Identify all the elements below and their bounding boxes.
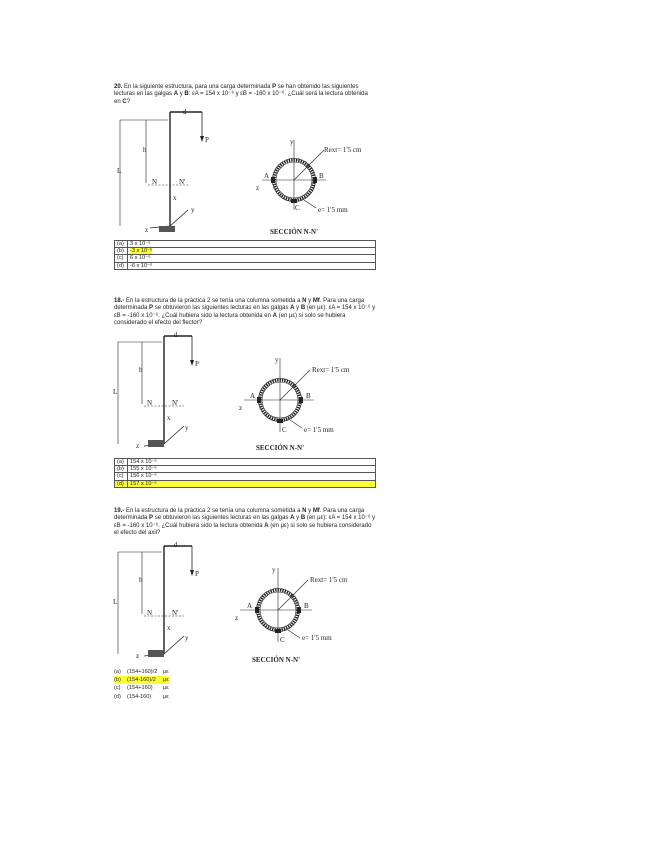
option-text xyxy=(128,248,376,255)
option-text: 6 x 10⁻⁶ xyxy=(128,255,376,262)
option-key: (d) xyxy=(115,480,128,487)
option-key: (a) xyxy=(115,241,128,248)
axis-x-label: x xyxy=(167,624,171,632)
axis-y-label: y xyxy=(185,424,189,432)
cross-section-figure xyxy=(252,128,362,238)
question-text: y xyxy=(294,305,301,312)
section-y-label: y xyxy=(275,356,279,364)
question-18-text xyxy=(114,298,376,328)
gauge-a-marker: A xyxy=(247,602,253,610)
option-row[interactable] xyxy=(115,459,376,466)
dim-d-label: d xyxy=(174,542,178,549)
section-title: SECCIÓN N-N' xyxy=(252,656,301,664)
gauge-b-marker: B xyxy=(306,392,311,400)
gauge-a-label: A xyxy=(173,91,179,98)
section-np-label: N' xyxy=(172,609,179,617)
moment-symbol: Mf xyxy=(312,298,320,304)
question-text: ? xyxy=(126,98,131,105)
question-text: y xyxy=(306,508,313,514)
question-text: . Para una carga determinada xyxy=(114,508,365,522)
option-text: 155 x 10⁻⁶ xyxy=(128,466,376,473)
section-z-label: z xyxy=(235,614,239,622)
question-text: En la siguiente estructura, para una carga determinada xyxy=(122,84,273,90)
outer-radius-label: Rext= 1'5 cm xyxy=(324,146,362,154)
question-text: : εA = 154 x 10⁻⁶ y εB = -160 x 10⁻⁶. ¿Cuál será la lectura obtenida en xyxy=(114,91,368,105)
question-number: 19.- xyxy=(114,508,125,514)
section-z-label: z xyxy=(239,404,243,412)
option-row[interactable] xyxy=(114,693,169,701)
option-row[interactable] xyxy=(114,668,169,676)
question-text: En la estructura de la práctica 2 se tenía una columna sometida a xyxy=(124,298,303,304)
section-np-label: N' xyxy=(179,178,186,186)
option-key: (c) xyxy=(115,473,128,480)
option-text: -6 x 10⁻⁶ xyxy=(128,262,376,269)
dim-l-label: L xyxy=(113,598,118,606)
option-row[interactable] xyxy=(115,466,376,473)
section-y-label: y xyxy=(272,566,276,574)
gauge-a-marker: A xyxy=(250,392,256,400)
gauge-a-label: A xyxy=(272,312,277,319)
question-text: se obtuvieron las siguientes lecturas en las galgas xyxy=(153,305,291,312)
axis-y-label: y xyxy=(185,634,189,642)
question-text: se obtuvieron las siguientes lecturas en las galgas xyxy=(153,515,291,522)
axis-x-label: x xyxy=(173,194,177,202)
dim-d-label: d xyxy=(183,108,187,116)
gauge-b-label: B xyxy=(300,515,306,522)
option-row[interactable] xyxy=(115,255,376,262)
option-text: (154+160) xyxy=(127,685,153,692)
gauge-a-marker: A xyxy=(264,172,270,180)
axial-symbol: N xyxy=(302,508,307,514)
answer-options-q19 xyxy=(114,668,169,701)
section-n-label: N xyxy=(147,399,153,407)
option-row[interactable] xyxy=(114,676,169,684)
option-unit: με xyxy=(163,685,169,692)
axial-symbol: N xyxy=(302,298,307,304)
option-text: 3 x 10⁻⁶ xyxy=(128,241,376,248)
question-text: En la estructura de la práctica 2 se tenía una columna sometida a xyxy=(124,508,303,514)
dim-h-label: h xyxy=(139,366,143,374)
option-text xyxy=(128,480,376,487)
question-text: y xyxy=(294,515,301,522)
gauge-b-label: B xyxy=(184,91,189,98)
question-text: (en με): εA = 154 x 10⁻⁶ y εB = -160 x 10⁻⁶. ¿Cuál hubiera sido la lectura obtenida xyxy=(114,515,376,529)
question-text: (en με) si solo se hubiera considerado el efecto del flector? xyxy=(114,312,346,327)
option-key: (c) xyxy=(114,685,121,692)
option-text: 156 x 10⁻⁶ xyxy=(128,473,376,480)
load-symbol: P xyxy=(149,515,154,522)
option-unit: με xyxy=(163,693,169,700)
option-unit: με xyxy=(163,677,169,684)
thickness-label: e= 1'5 mm xyxy=(304,426,334,434)
gauge-b-marker: B xyxy=(319,172,324,180)
dim-h-label: h xyxy=(143,146,147,154)
highlighted-answer: (154-160)/2 xyxy=(127,677,156,684)
option-key: (c) xyxy=(115,255,128,262)
option-key: (d) xyxy=(114,693,121,700)
thickness-label: e= 1'5 mm xyxy=(318,206,348,214)
gauge-b-label: B xyxy=(300,305,306,312)
option-unit: με xyxy=(163,669,169,675)
section-title: SECCIÓN N-N' xyxy=(256,444,305,452)
gauge-a-label: A xyxy=(264,522,269,529)
answer-options-q20 xyxy=(114,240,376,270)
column-figure xyxy=(112,108,222,234)
load-p-label: P xyxy=(195,570,199,578)
dim-l-label: L xyxy=(117,167,122,175)
option-key: (b) xyxy=(115,466,128,473)
axis-z-label: z xyxy=(136,442,140,450)
question-text: (en με) si solo se hubiera considerado el efecto del axil? xyxy=(114,522,372,537)
section-y-label: y xyxy=(290,138,294,146)
option-row[interactable] xyxy=(115,248,376,255)
section-np-label: N' xyxy=(172,399,179,407)
option-key: (d) xyxy=(115,262,128,269)
question-20-text xyxy=(114,84,376,106)
section-n-label: N xyxy=(147,609,153,617)
load-p-label: P xyxy=(205,136,209,144)
section-title: SECCIÓN N-N' xyxy=(270,228,319,236)
load-symbol: P xyxy=(149,305,154,312)
dim-d-label: d xyxy=(174,332,178,339)
gauge-c-marker: C xyxy=(295,204,300,212)
section-z-label: z xyxy=(256,184,260,192)
axis-z-label: z xyxy=(145,226,149,234)
moment-symbol: Mf xyxy=(312,508,320,514)
answer-options-q18 xyxy=(114,458,376,488)
option-row[interactable] xyxy=(115,241,376,248)
question-text: (en με): εA = 154 x 10⁻⁶ y εB = -160 x 10⁻⁶. ¿Cuál hubiera sido la lectura obtenida en xyxy=(114,305,376,319)
option-key: (a) xyxy=(114,669,121,675)
question-number: 18.- xyxy=(114,298,125,304)
dim-h-label: h xyxy=(139,576,143,584)
gauge-a-label: A xyxy=(290,515,295,522)
gauge-c-marker: C xyxy=(280,636,285,644)
highlighted-answer: 157 x 10⁻⁶ xyxy=(130,480,157,487)
question-text: y xyxy=(178,91,185,98)
option-row[interactable] xyxy=(115,262,376,269)
gauge-c-label: C xyxy=(122,98,127,105)
option-text: 154 x 10⁻⁶ xyxy=(128,459,376,466)
dim-l-label: L xyxy=(113,388,118,396)
axis-z-label: z xyxy=(136,652,140,660)
cross-section-figure xyxy=(236,348,356,458)
cross-section-figure xyxy=(232,560,356,670)
option-key: (a) xyxy=(115,459,128,466)
option-key: (b) xyxy=(115,248,128,255)
question-text: . Para una carga determinada xyxy=(114,298,365,312)
axis-y-label: y xyxy=(191,206,195,214)
option-key: (b) xyxy=(114,677,121,684)
outer-radius-label: Rext= 1'5 cm xyxy=(310,576,348,584)
column-figure xyxy=(112,542,222,662)
option-text: (154+160)/2 xyxy=(127,669,158,675)
gauge-a-label: A xyxy=(290,305,295,312)
thickness-label: e= 1'5 mm xyxy=(302,634,332,642)
option-row[interactable] xyxy=(115,473,376,480)
axis-x-label: x xyxy=(167,414,171,422)
section-n-label: N xyxy=(152,178,158,186)
question-text: se han obtenido las siguientes lecturas en las galgas xyxy=(114,84,359,98)
outer-radius-label: Rext= 1'5 cm xyxy=(312,366,350,374)
load-symbol: P xyxy=(272,84,277,90)
option-row[interactable] xyxy=(115,480,376,487)
load-p-label: P xyxy=(195,360,199,368)
question-number: 20. xyxy=(114,84,123,90)
highlighted-answer: -3 x 10⁻⁶ xyxy=(130,248,153,255)
question-19-text xyxy=(114,508,376,538)
option-text: (154-160) xyxy=(127,693,152,700)
gauge-c-marker: C xyxy=(282,426,287,434)
column-figure xyxy=(112,332,222,452)
question-text: y xyxy=(306,298,313,304)
gauge-b-marker: B xyxy=(304,602,309,610)
option-row[interactable] xyxy=(114,684,169,692)
